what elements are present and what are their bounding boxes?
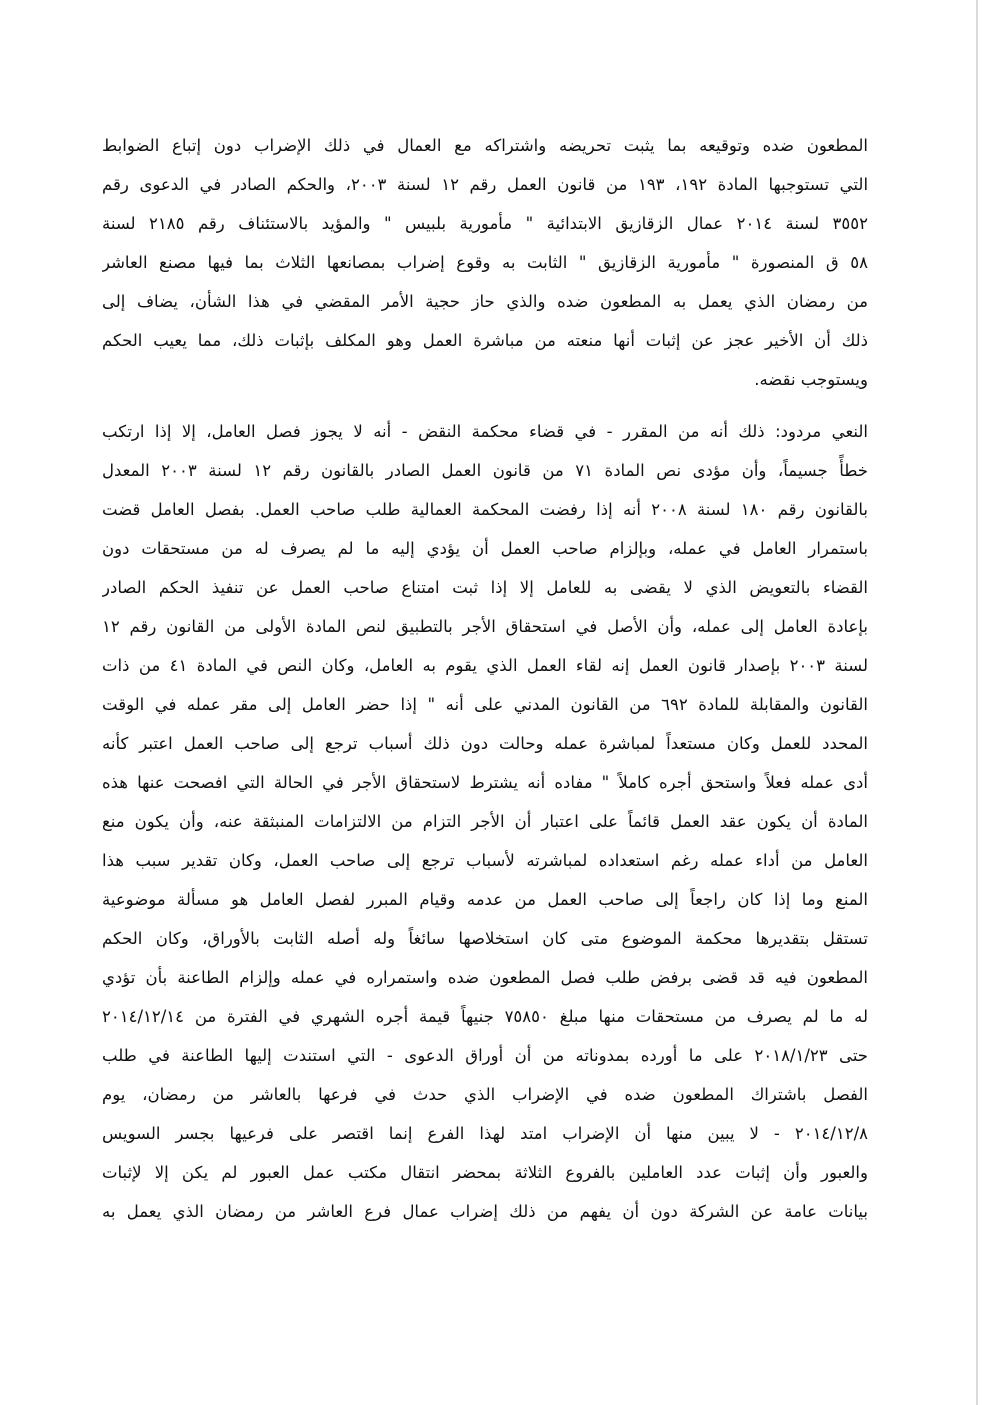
text-line: والعبور وأن إثبات عدد العاملين بالفروع الثلاثة بمحضر انتقال مكتب عمل العبور لم يكن إلا لإثبات	[102, 1163, 868, 1182]
text-line: حتى ٢٠١٨/١/٢٣ على ما أورده بمدوناته من أن أوراق الدعوى - التي استندت إليها الطاعنة في طلب	[102, 1046, 868, 1065]
text-line: ٢٠١٤/١٢/٨ - لا يبين منها أن الإضراب امتد لهذا الفرع إنما اقتصر على فرعيها بجسر السويس	[102, 1124, 868, 1143]
text-line: التي تستوجبها المادة ١٩٢، ١٩٣ من قانون العمل رقم ١٢ لسنة ٢٠٠٣، والحكم الصادر في الدعوى رقم	[102, 175, 868, 194]
text-line: القضاء بالتعويض الذي لا يقضى به للعامل إلا إذا ثبت امتناع صاحب العمل عن تنفيذ الحكم الصادر	[102, 578, 868, 597]
paragraph-2	[102, 412, 868, 1231]
text-line: النعي مردود: ذلك أنه من المقرر - في قضاء محكمة النقض - أنه لا يجوز فصل العامل، إلا إذا ارتكب	[102, 422, 868, 441]
page-edge-shadow	[976, 0, 978, 1405]
text-line: ٥٨ ق المنصورة " مأمورية الزقازيق " الثابت به وقوع إضراب بمصانعها الثلاث بما فيها مصنع العاشر	[102, 253, 868, 272]
text-line: ويستوجب نقضه.	[754, 370, 868, 389]
text-line: من رمضان الذي يعمل به المطعون ضده والذي حاز حجية الأمر المقضي في هذا الشأن، يضاف إلى	[102, 292, 868, 311]
text-line: بإعادة العامل إلى عمله، وأن الأصل في استحقاق الأجر بالتطبيق لنص المادة الأولى من القانون رقم ١٢	[102, 617, 868, 636]
text-line: تستقل بتقديرها محكمة الموضوع متى كان استخلاصها سائغاً وله أصله الثابت بالأوراق، وكان الحكم	[102, 929, 868, 948]
text-line: أدى عمله فعلاً واستحق أجره كاملاً " مفاده أنه يشترط لاستحقاق الأجر في الحالة التي افصحت عنها هذه	[102, 773, 868, 792]
text-line: ٣٥٥٢ لسنة ٢٠١٤ عمال الزقازيق الابتدائية " مأمورية بلبيس " والمؤيد بالاستئناف رقم ٢١٨٥ لسنة	[102, 214, 868, 233]
text-line: القانون والمقابلة للمادة ٦٩٢ من القانون المدني على أنه " إذا حضر العامل إلى مقر عمله في الوقت	[102, 695, 868, 714]
text-line: العامل من أداء عمله رغم استعداده لمباشرته لأسباب ترجع إلى صاحب العمل، وكان تقدير سبب هذا	[102, 851, 868, 870]
text-line: الفصل باشتراك المطعون ضده في الإضراب الذي حدث في فرعها بالعاشر من رمضان، يوم	[102, 1085, 868, 1104]
text-line: بيانات عامة عن الشركة دون أن يفهم من ذلك إضراب عمال فرع العاشر من رمضان الذي يعمل به	[102, 1202, 868, 1221]
text-line: لسنة ٢٠٠٣ بإصدار قانون العمل إنه لقاء العمل الذي يقوم به العامل، وكان النص في المادة ٤١ من ذات	[102, 656, 868, 675]
text-line: باستمرار العامل في عمله، وبإلزام صاحب العمل أن يؤدي إليه ما لم يصرف له من مستحقات دون	[102, 539, 868, 558]
text-line: بالقانون رقم ١٨٠ لسنة ٢٠٠٨ أنه إذا رفضت المحكمة العمالية طلب صاحب العمل. بفصل العامل قضت	[102, 500, 868, 519]
text-line: خطأً جسيماً، وأن مؤدى نص المادة ٧١ من قانون العمل الصادر بالقانون رقم ١٢ لسنة ٢٠٠٣ المعدل	[102, 461, 868, 480]
document-body	[102, 126, 868, 1231]
text-line: المادة أن يكون عقد العمل قائماً على اعتبار أن الأجر التزام من الالتزامات المنبثقة عنه، وأن يكون منع	[102, 812, 868, 831]
text-line: المنع وما إذا كان راجعاً إلى صاحب العمل من عدمه وقيام المبرر لفصل العامل هو مسألة موضوعية	[102, 890, 868, 909]
text-line: له ما لم يصرف من مستحقات منها مبلغ ٧٥٨٥٠ جنيهاً قيمة أجره الشهري في الفترة من ٢٠١٤/١٢/١٤	[102, 1007, 868, 1026]
text-line: ذلك أن الأخير عجز عن إثبات أنها منعته من مباشرة العمل وهو المكلف بإثبات ذلك، مما يعيب الحكم	[102, 331, 868, 350]
paragraph-1	[102, 126, 868, 399]
text-line: المحدد للعمل وكان مستعداً لمباشرة عمله وحالت دون ذلك أسباب ترجع إلى صاحب العمل اعتبر كأنه	[102, 734, 868, 753]
text-line: المطعون ضده وتوقيعه بما يثبت تحريضه واشتراكه مع العمال في ذلك الإضراب دون إتباع الضوابط	[102, 136, 868, 155]
text-line: المطعون فيه قد قضى برفض طلب فصل المطعون ضده واستمراره في عمله وإلزام الطاعنة بأن تؤدي	[102, 968, 868, 987]
paragraph-spacer	[102, 399, 868, 412]
